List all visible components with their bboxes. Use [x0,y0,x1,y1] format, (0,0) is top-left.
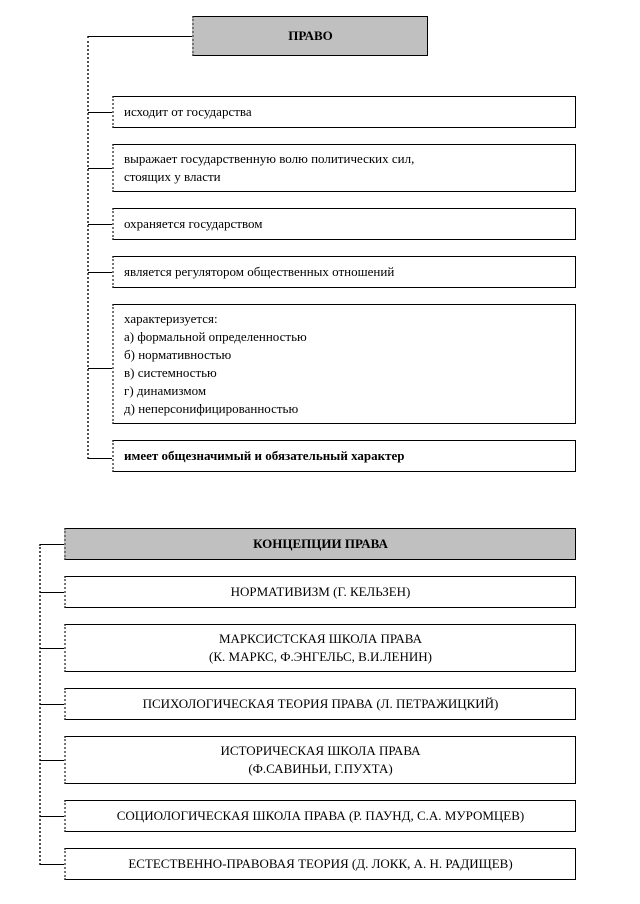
concepts-connector [40,864,64,865]
law-item [112,208,576,240]
concepts-connector [40,544,64,545]
law-item-text: выражает государственную волю политических сил, [124,151,415,166]
law-item-text: б) нормативностью [124,347,232,362]
concept-item-text: (К. МАРКС, Ф.ЭНГЕЛЬС, В.И.ЛЕНИН) [209,649,432,664]
concept-item-text: ИСТОРИЧЕСКАЯ ШКОЛА ПРАВА [220,743,421,758]
concept-item-text: МАРКСИСТСКАЯ ШКОЛА ПРАВА [218,631,423,646]
law-item-text: д) неперсонифицированностью [124,401,299,416]
law-connector [88,224,112,225]
concepts-title-box [64,528,576,560]
law-item-text: имеет общезначимый и обязательный характер [124,448,405,463]
law-connector [88,36,192,37]
law-item-text: охраняется государством [124,216,263,231]
law-item-text: исходит от государства [124,104,252,119]
law-item [112,440,576,472]
law-title: ПРАВО [288,28,333,43]
concept-item [64,688,576,720]
law-connector [88,112,112,113]
law-item [112,256,576,288]
law-item-text: стоящих у власти [124,169,221,184]
concept-item-text: СОЦИОЛОГИЧЕСКАЯ ШКОЛА ПРАВА (Р. ПАУНД, С.А. МУРОМЦЕВ) [116,808,525,823]
law-connector [88,368,112,369]
law-connector [88,168,112,169]
concept-item [64,624,576,672]
law-item-text: характеризуется: [124,311,218,326]
concept-item-text: (Ф.САВИНЬИ, Г.ПУХТА) [248,761,393,776]
concepts-connector [40,648,64,649]
law-item [112,144,576,192]
law-item-text: в) системностью [124,365,217,380]
law-item [112,304,576,424]
concepts-connector [40,760,64,761]
law-item [112,96,576,128]
law-item-text: а) формальной определенностью [124,329,307,344]
law-item-text: г) динамизмом [124,383,207,398]
concept-item [64,848,576,880]
law-connector-trunk [87,36,89,459]
concept-item-text: ПСИХОЛОГИЧЕСКАЯ ТЕОРИЯ ПРАВА (Л. ПЕТРАЖИЦКИЙ) [142,696,499,711]
law-connector [88,458,112,459]
law-item-text: является регулятором общественных отношений [124,264,395,279]
concepts-title: КОНЦЕПЦИИ ПРАВА [253,536,388,551]
concept-item [64,736,576,784]
law-connector [88,272,112,273]
concept-item-text: ЕСТЕСТВЕННО-ПРАВОВАЯ ТЕОРИЯ (Д. ЛОКК, А. Н. РАДИЩЕВ) [128,856,513,871]
concepts-connector [40,704,64,705]
concept-item-text: НОРМАТИВИЗМ (Г. КЕЛЬЗЕН) [230,584,411,599]
concept-item [64,576,576,608]
concepts-connector [40,816,64,817]
concept-item [64,800,576,832]
law-title-box [192,16,428,56]
concepts-connector [40,592,64,593]
